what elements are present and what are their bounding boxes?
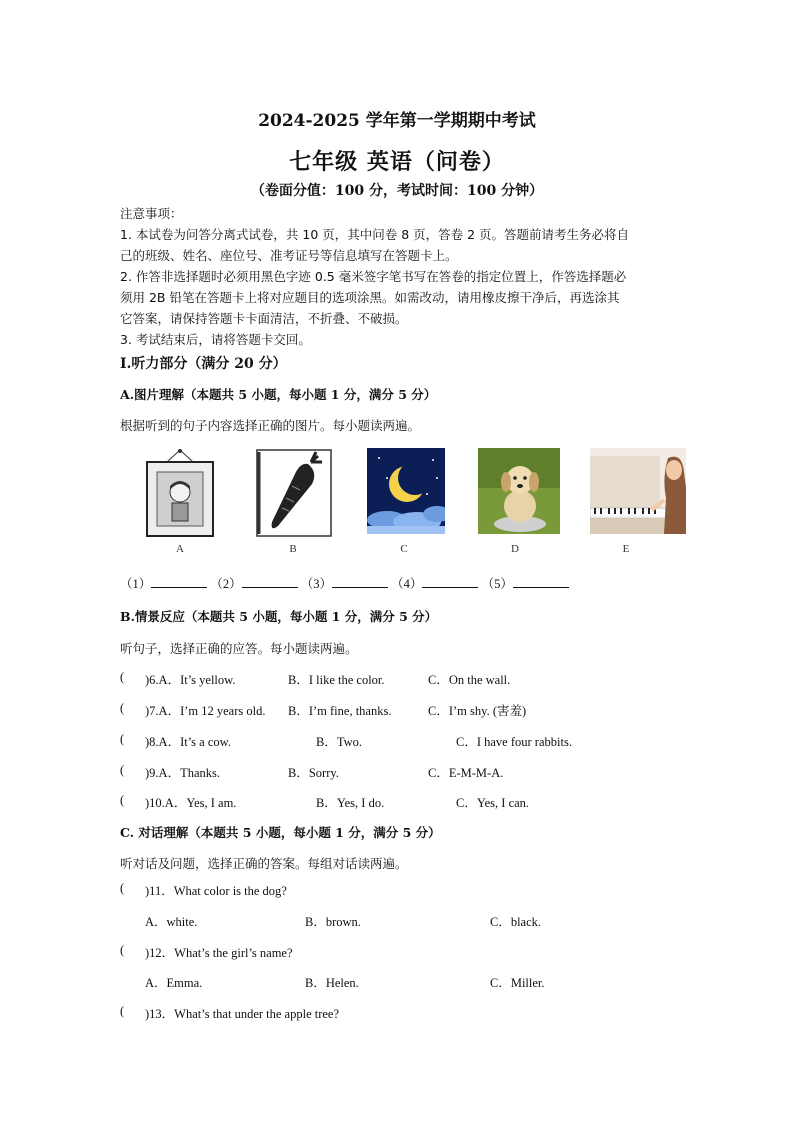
- blank-label: （1）: [120, 577, 152, 591]
- answer-blank-5[interactable]: [513, 575, 569, 588]
- option-a: )7.A．I’m 12 years old.: [145, 704, 266, 718]
- option-c: C．black.: [490, 915, 542, 929]
- answer-blank-4[interactable]: [422, 575, 478, 588]
- option-b: B．I’m fine, thanks.: [288, 704, 392, 718]
- picture-a-label: A: [176, 543, 184, 555]
- question-row: [0, 793, 794, 811]
- exam-subject-title: 七年级 英语（问卷）: [289, 149, 505, 175]
- notice-line: 它答案，请保持答题卡卡面清洁，不折叠、不破损。: [120, 311, 408, 326]
- piano-photo: [590, 448, 686, 534]
- picture-e: [590, 448, 686, 534]
- blank-label: （5）: [481, 577, 513, 591]
- notice-line: 2. 作答非选择题时必须用黑色字迹 0.5 毫米签字笔书写在答卷的指定位置上，作答选择题必: [120, 269, 627, 284]
- question-row: [0, 732, 794, 750]
- question-row: [0, 763, 794, 781]
- answer-paren[interactable]: (: [120, 701, 125, 715]
- option-b: B．Helen.: [305, 976, 359, 990]
- option-a: )10.A．Yes, I am.: [145, 796, 237, 810]
- option-c: C．Miller.: [490, 976, 545, 990]
- picture-a: [145, 448, 215, 538]
- exam-score-time: （卷面分值：100 分，考试时间：100 分钟）: [250, 183, 544, 199]
- section-a-title: A.图片理解（本题共 5 小题，每小题 1 分，满分 5 分）: [120, 387, 437, 402]
- answer-blank-1[interactable]: [151, 575, 207, 588]
- question-row: [0, 1004, 794, 1022]
- option-b: B．I like the color.: [288, 673, 385, 687]
- part1-title: I.听力部分（满分 20 分）: [120, 356, 287, 372]
- exam-term-title: 2024-2025 学年第一学期期中考试: [258, 111, 536, 131]
- answer-blank-2[interactable]: [242, 575, 298, 588]
- answer-blanks-row: [120, 574, 569, 592]
- options-row: [0, 912, 794, 930]
- answer-paren[interactable]: (: [120, 670, 125, 684]
- option-c: C．On the wall.: [428, 673, 511, 687]
- question-text: )13．What’s that under the apple tree?: [145, 1007, 340, 1021]
- option-c: C．I have four rabbits.: [456, 735, 572, 749]
- option-a: )6.A．It’s yellow.: [145, 673, 236, 687]
- answer-paren[interactable]: (: [120, 943, 125, 957]
- section-b-title: B.情景反应（本题共 5 小题，每小题 1 分，满分 5 分）: [120, 609, 438, 624]
- notice-line: 须用 2B 铅笔在答题卡上将对应题目的选项涂黑。如需改动，请用橡皮擦干净后，再选涂其: [120, 290, 620, 305]
- answer-paren[interactable]: (: [120, 732, 125, 746]
- option-b: B．Two.: [316, 735, 363, 749]
- answer-blank-3[interactable]: [332, 575, 388, 588]
- notice-title: 注意事项：: [120, 206, 183, 221]
- option-c: C．I’m shy. (害羞): [428, 704, 527, 718]
- picture-c: [367, 448, 445, 534]
- option-a: )8.A．It’s a cow.: [145, 735, 231, 749]
- option-b: B．Sorry.: [288, 766, 339, 780]
- moon-night-icon: [367, 448, 445, 534]
- answer-paren[interactable]: (: [120, 793, 125, 807]
- blank-label: （3）: [300, 577, 333, 591]
- question-row: [0, 881, 794, 899]
- notice-line: 1. 本试卷为问答分离式试卷，共 10 页，其中问卷 8 页，答卷 2 页。答题前请考生务必将自: [120, 227, 630, 242]
- answer-paren[interactable]: (: [120, 763, 125, 777]
- section-a-instruction: 根据听到的句子内容选择正确的图片。每小题读两遍。: [120, 418, 421, 433]
- picture-c-label: C: [400, 543, 408, 555]
- question-text: )12．What’s the girl’s name?: [145, 946, 293, 960]
- notice-line: 3. 考试结束后，请将答题卡交回。: [120, 332, 311, 347]
- answer-paren[interactable]: (: [120, 881, 125, 895]
- notice-line: 己的班级、姓名、座位号、准考证号等信息填写在答题卡上。: [120, 248, 458, 263]
- portrait-frame-icon: [145, 448, 215, 538]
- option-a: A．white.: [145, 915, 198, 929]
- question-row: [0, 943, 794, 961]
- picture-d: [478, 448, 560, 534]
- picture-e-label: E: [622, 543, 630, 555]
- section-c-instruction: 听对话及问题，选择正确的答案。每组对话读两遍。: [120, 856, 408, 871]
- answer-paren[interactable]: (: [120, 1004, 125, 1018]
- blank-label: （4）: [391, 577, 423, 591]
- blank-label: （2）: [210, 577, 242, 591]
- option-c: C．Yes, I can.: [456, 796, 530, 810]
- section-b-instruction: 听句子，选择正确的应答。每小题读两遍。: [120, 641, 358, 656]
- section-c-title: C. 对话理解（本题共 5 小题，每小题 1 分，满分 5 分）: [120, 825, 441, 840]
- notice-block: [120, 203, 680, 350]
- option-b: B．brown.: [305, 915, 361, 929]
- question-text: )11．What color is the dog?: [145, 884, 287, 898]
- picture-b-label: B: [289, 543, 297, 555]
- options-row: [0, 973, 794, 991]
- picture-d-label: D: [511, 543, 519, 555]
- question-row: [0, 701, 794, 719]
- option-b: B．Yes, I do.: [316, 796, 385, 810]
- option-a: )9.A．Thanks.: [145, 766, 220, 780]
- puppy-photo: [478, 448, 560, 534]
- carrot-icon: [256, 448, 332, 538]
- question-row: [0, 670, 794, 688]
- option-a: A．Emma.: [145, 976, 203, 990]
- option-c: C．E-M-M-A.: [428, 766, 504, 780]
- picture-b: [256, 448, 332, 538]
